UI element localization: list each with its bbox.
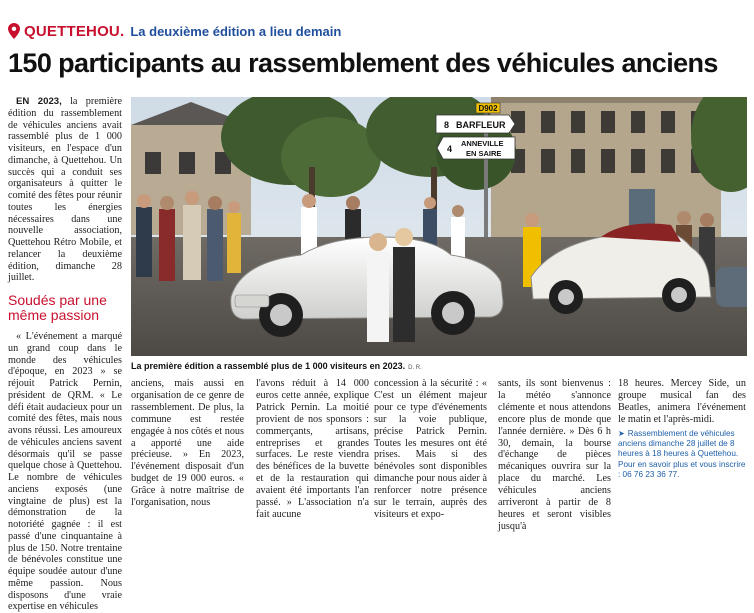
photo-illustration (131, 97, 747, 356)
sign1-text: BARFLEUR (456, 120, 506, 130)
kicker-subtitle: La deuxième édition a lieu demain (130, 23, 342, 39)
photo-credit: D. R. (408, 365, 422, 371)
event-info-text: Rassemblement de véhicules anciens dimanche 28 juillet de 8 heures à 18 heures à Quettehou. Pour en savoir plus et vous inscrire : 06 76 23 36 77. (618, 428, 746, 479)
photo-caption (131, 361, 422, 371)
body-column-2 (131, 378, 244, 509)
body-column-5 (498, 378, 611, 533)
event-info-box (618, 429, 746, 480)
body-text-col2: anciens, mais aussi en organisation de ce genre de rassemblement. De plus, la commune est restée engagée à nos côtés et nous a apporté une aide précieuse. » En 2023, l'événement disposait d'un budget de 19 000 euros. « Grâce à notre maîtrise de l'organisation, nous (131, 378, 244, 509)
body-text-col6: 18 heures. Mercey Side, un groupe musical fan des Beatles, animera l'événement le matin et l'après-midi. (618, 378, 746, 425)
left-column (8, 96, 122, 613)
kicker-location: QUETTEHOU. (24, 22, 125, 40)
lead-in: EN 2023, (16, 96, 62, 107)
sign2-number: 4 (447, 144, 453, 154)
map-pin-icon (8, 23, 20, 39)
section-subhead: Soudés par une même passion (8, 292, 107, 323)
arrow-right-icon: ➤ (618, 428, 625, 438)
caption-text: La première édition a rassemblé plus de 1 000 visiteurs en 2023. (131, 361, 406, 371)
intro-paragraph (8, 96, 122, 284)
body-column-3 (256, 378, 369, 521)
article-photo (131, 97, 747, 356)
article-headline: 150 participants au rassemblement des véhicules anciens (8, 48, 718, 78)
sign-road-number: D902 (478, 104, 498, 113)
body-text-col5: sants, ils sont bienvenus : la météo s'annonce clémente et nous attendons encore plus de monde que l'année dernière. » Dès 6 h 30, demain, la bourse d'échange de pièces mécaniques ouvrira sur la place du marché. Les véhicules anciens arriveront à partir de 8 heures et seront visibles jusqu'à (498, 378, 611, 532)
body-column-6 (618, 378, 746, 480)
article-kicker (8, 23, 341, 39)
body-text-col4: concession à la sécurité : « C'est un élément majeur pour ce type d'événements sur la voie publique, précise Patrick Pernin. Toutes les mesures ont été prises. Mais si des bénévoles sont disponibles dimanche pour nous aider à renforcer notre présence sur le terrain, auprès des visiteurs et expo- (374, 378, 487, 520)
sign2-text-1: ANNEVILLE (461, 139, 504, 148)
body-text-col3: l'avons réduit à 14 000 euros cette année, explique Patrick Pernin. La moitié provient de nos sponsors : commerçants, artisans, entreprises et grandes surfaces. Le reste viendra des bénéfices de la buvette et de la restauration qui avaient été importants l'an passé. » L'association n'a fait aucune (256, 378, 369, 520)
body-column-4 (374, 378, 487, 521)
intro-text: la première édition du rassemblement de véhicules anciens avait rassemblé plus de 1 000 visiteurs, en l'espace d'un dimanche, à Quettehou. Un succès qui a conduit ses organisateurs à quitter le comité des fêtes pour réunir toutes les énergies nécessaires dans une nouvelle association, Quettehou Rétro Mobile, et relancer la deuxième édition, dimanche 28 juillet. (8, 96, 122, 284)
sign1-number: 8 (444, 120, 450, 130)
quote-paragraph: « L'événement a marqué un grand coup dans le monde des véhicules d'époque, en 2023 » se réjouit Patrick Pernin, président de QRM. « Le défi était audacieux pour un comité des fêtes, mais nous avons réussi. Les amoureux de véhicules anciens savent désormais qu'il se passe quelque chose à Quettehou. Le nombre de véhicules anciens exposés (une vingtaine de plus) est la démonstration de la notoriété gagnée : il est passé d'une cinquantaine à plus de 150. Notre trentaine de bénévoles constitue une équipe soudée autour d'une même passion. Nous disposons d'une vraie expertise en véhicules (8, 331, 122, 613)
sign2-text-2: EN SAIRE (466, 149, 502, 158)
